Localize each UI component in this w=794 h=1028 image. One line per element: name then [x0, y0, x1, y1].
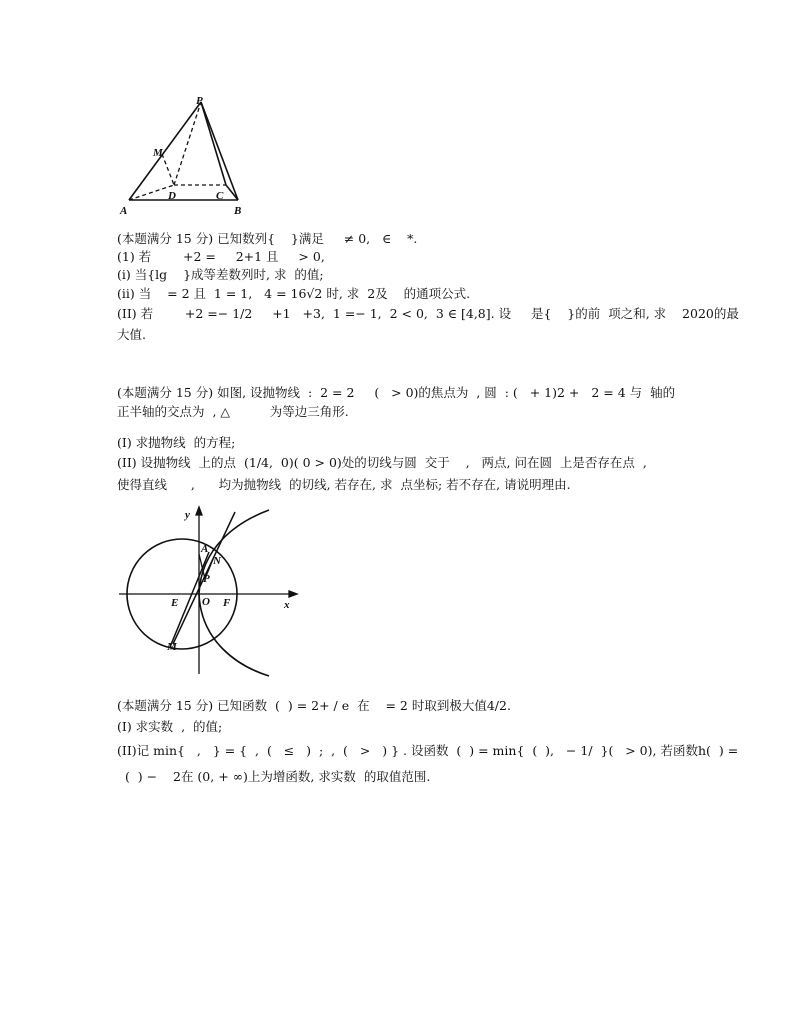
p3-line-4: ( ) − 2在 (0, + ∞)上为增函数, 求实数 的取值范围.	[117, 769, 431, 784]
p1-line-5: (II) 若 +2 =− 1/2 +1 +3, 1 =− 1, 2 < 0, 3 ∈ [4,8]. 设 是{ }的前 项之和, 求 2020的最	[117, 306, 739, 321]
label-O: O	[202, 596, 210, 608]
p3-line-3: (II)记 min{ , } = { , ( ≤ ) ; , ( > ) } . 设函数 ( ) = min{ ( ), − 1/ }( > 0), 若函数h( ) =	[117, 743, 739, 758]
pyramid-figure	[117, 92, 252, 217]
p1-line-1: (本题满分 15 分) 已知数列{ }满足 ≠ 0, ∈ *.	[117, 231, 418, 246]
label-A: A	[120, 205, 128, 217]
p3-line-2: (I) 求实数 , 的值;	[117, 719, 223, 734]
p3-line-1: (本题满分 15 分) 已知函数 ( ) = 2+ / e 在 = 2 时取到极大值4/2.	[117, 698, 511, 713]
label-N: N	[213, 555, 221, 567]
label-F: F	[223, 597, 231, 609]
p2-line-1: (本题满分 15 分) 如图, 设抛物线 : 2 = 2 ( > 0)的焦点为 , 圆 : ( + 1)2 + 2 = 4 与 轴的	[117, 385, 676, 400]
p1-line-2: (1) 若 +2 = 2+1 且 > 0,	[117, 249, 325, 264]
p1-line-4: (ii) 当 = 2 且 1 = 1, 4 = 16√2 时, 求 2及 的通项公式.	[117, 286, 471, 301]
label-x: x	[284, 599, 290, 611]
label-D: D	[168, 190, 176, 202]
label-P: P	[196, 95, 203, 107]
parabola-circle-figure	[117, 502, 302, 677]
label-B: B	[234, 205, 242, 217]
p1-line-3: (i) 当{lg }成等差数列时, 求 的值;	[117, 267, 324, 282]
p2-line-2: 正半轴的交点为 , △ 为等边三角形.	[117, 404, 349, 419]
p2-line-3: (I) 求抛物线 的方程;	[117, 435, 236, 450]
label-M: M	[153, 147, 163, 159]
label-C: C	[216, 190, 224, 202]
p2-line-5: 使得直线 , 均为抛物线 的切线, 若存在, 求 点坐标; 若不存在, 请说明理由.	[117, 477, 571, 492]
label-y: y	[185, 509, 190, 521]
label-A2: A	[201, 543, 209, 555]
label-E: E	[171, 597, 179, 609]
label-P2: P	[203, 573, 210, 585]
label-M2: M	[167, 641, 177, 653]
p1-line-6: 大值.	[117, 327, 146, 342]
p2-line-4: (II) 设抛物线 上的点 (1/4, 0)( 0 > 0)处的切线与圆 交于 , 两点, 问在圆 上是否存在点 ,	[117, 455, 647, 470]
